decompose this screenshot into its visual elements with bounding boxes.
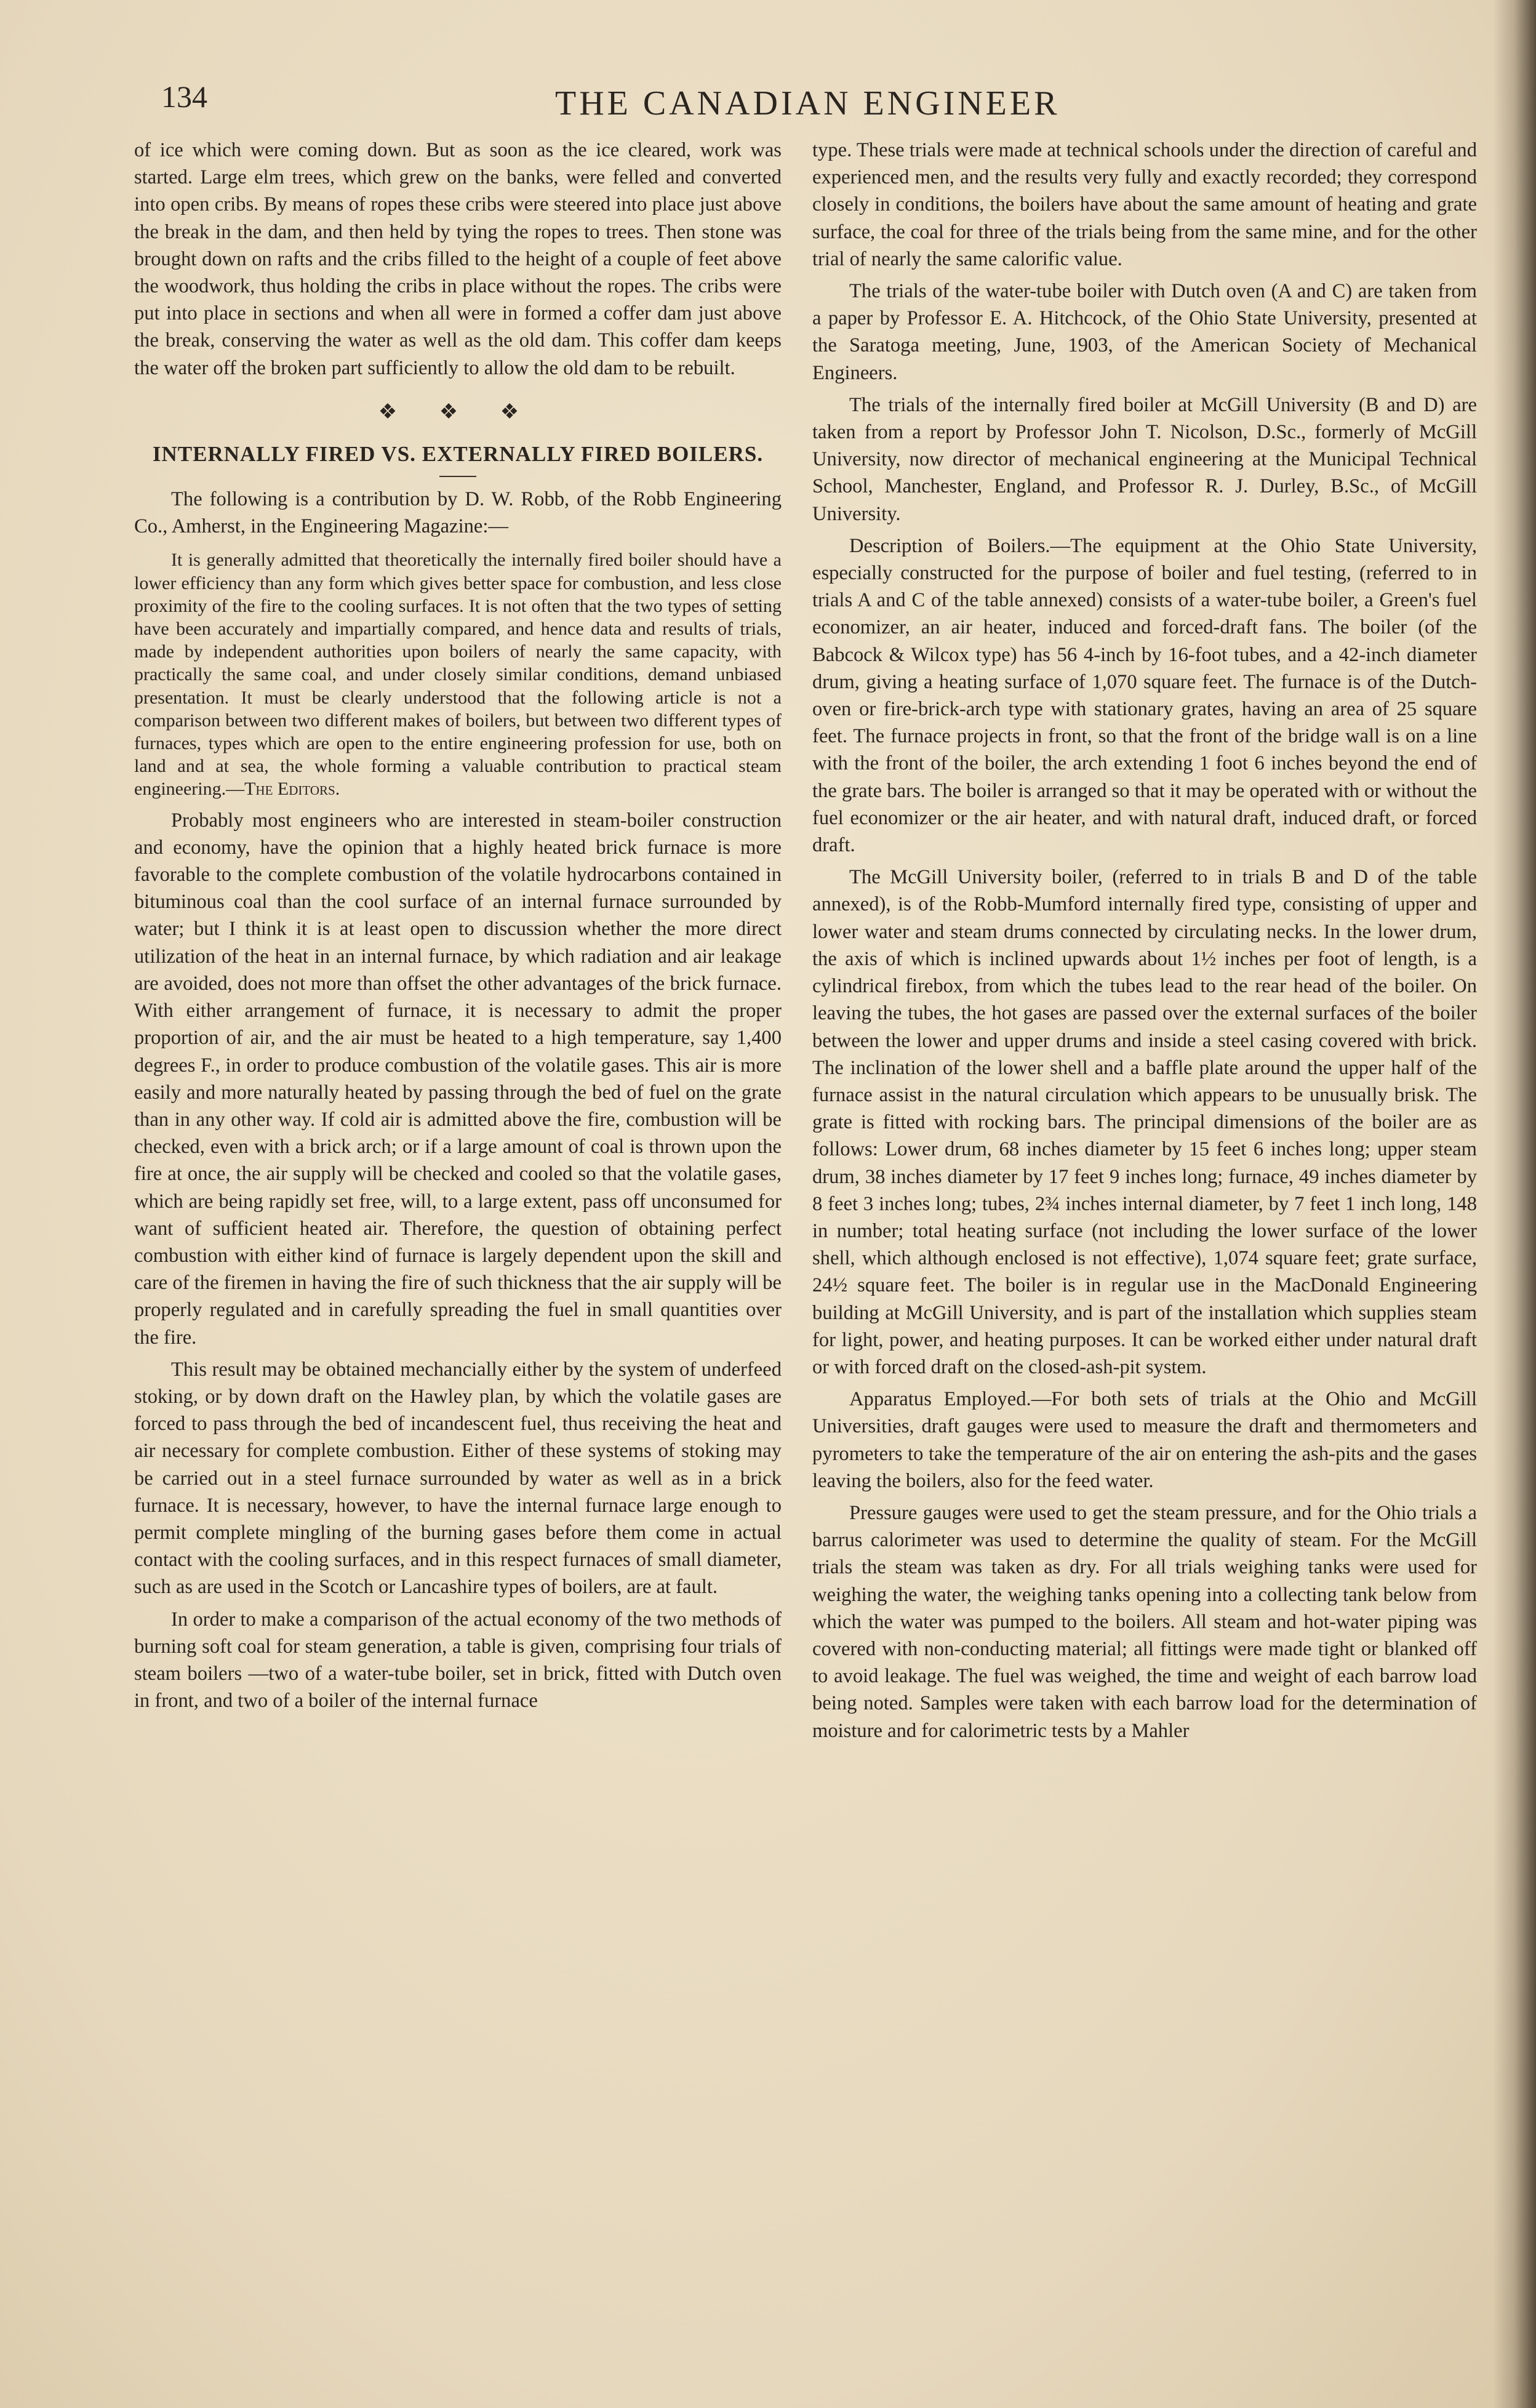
body-paragraph: The McGill University boiler, (referred to in trials B and D of the table annexed), is of the Robb-Mumford internally fired type, consisting of upper and lower water and steam drums connected by circulating necks. In the lower drum, the axis of which is inclined upwards about 1½ inches per foot of length, is a cylindrical firebox, from which the tubes lead to the rear head of the boiler. On leaving the tubes, the hot gases are passed over the external surfaces of the boiler between the lower and upper drums and inside a steel casing covered with brick. The inclination of the lower shell and a baffle plate around the upper half of the furnace assist in the natural circulation which appears to be unusually brisk. The grate is fitted with rocking bars. The principal dimensions of the boiler are as follows: Lower drum, 68 inches diameter by 15 feet 6 inches long; upper steam drum, 38 inches diameter by 17 feet 9 inches long; furnace, 49 inches diameter by 8 feet 3 inches long; tubes, 2¾ inches internal diameter, by 7 feet 1 inch long, 148 in number; total heating surface (not including the lower surface of the lower shell, which although enclosed is not effective), 1,074 square feet; grate surface, 24½ square feet. The boiler is in regular use in the MacDonald Engineering building at McGill University, and is part of the installation which supplies steam for light, power, and heating purposes. It can be worked either under natural draft or with forced draft on the closed-ash-pit system. — [812, 866, 1477, 1378]
editorial-note-text: It is generally admitted that theoretically the internally fired boiler should have a lower efficiency than any form which gives better space for combustion, and less close proximity of the fire to the cooling surfaces. It is not often that the two types of setting have been accurately and impartially compared, and hence data and results of trials, made by independent authorities upon boilers of nearly the same capacity, with practically the same coal, and under closely similar conditions, demand unbiased presentation. It must be clearly understood that the following article is not a comparison between two different makes of boilers, but between two different types of furnaces, types which are open to the entire engineering profession for use, both on land and at sea, the whole forming a valuable contribution to practical steam engineering.— — [134, 550, 782, 800]
body-paragraph: The trials of the water-tube boiler with Dutch oven (A and C) are taken from a paper by Professor E. A. Hitchcock, of the Ohio State University, presented at the Saratoga meeting, June, 1903, of the American Society of Mechanical Engineers. — [812, 280, 1477, 384]
editorial-signature: The Editors. — [244, 779, 340, 800]
body-paragraph: Description of Boilers.—The equipment at the Ohio State University, especially constructed for the purpose of boiler and fuel testing, (referred to in trials A and C of the table annexed) consists of a water-tube boiler, a Green's fuel economizer, an air heater, induced and forced-draft fans. The boiler (of the Babcock & Wilcox type) has 56 4-inch by 16-foot tubes, and a 42-inch diameter drum, giving a heating surface of 1,070 square feet. The furnace is of the Dutch-oven or fire-brick-arch type with stationary grates, having an area of 25 square feet. The furnace projects in front, so that the front of the bridge wall is on a line with the front of the boiler, the arch extending 1 foot 6 inches beyond the end of the grate bars. The boiler is arranged so that it may be operated with or without the fuel economizer or the air heater, and with natural draft, induced draft, or forced draft. — [812, 534, 1477, 857]
title-rule — [439, 476, 476, 477]
binding-shadow — [1493, 0, 1536, 2408]
body-paragraph: Apparatus Employed.—For both sets of trials at the Ohio and McGill Universities, draft gauges were used to measure the draft and thermometers and pyrometers to take the temperature of the air on entering the ash-pits and the gases leaving the boilers, also for the feed water. — [812, 1388, 1477, 1492]
continued-paragraph: of ice which were coming down. But as soon as the ice cleared, work was started. Large elm trees, which grew on the banks, were felled and converted into open cribs. By means of ropes these cribs were steered into place just above the break in the dam, and then held by tying the ropes to trees. Then stone was brought down on rafts and the cribs filled to the height of a couple of feet above the woodwork, thus holding the cribs in place without the ropes. The cribs were put into place in sections and when all were in formed a coffer dam just above the break, conserving the water as well as the old dam. This coffer dam keeps the water off the broken part sufficiently to allow the old dam to be rebuilt. — [134, 139, 782, 379]
body-paragraph: type. These trials were made at technical schools under the direction of careful and experienced men, and the results very fully and exactly recorded; they correspond closely in conditions, the boilers have about the same amount of heating and grate surface, the coal for three of the trials being from the same mine, and for the other trial of nearly the same calorific value. — [812, 139, 1477, 270]
intro-paragraph: The following is a contribution by D. W. Robb, of the Robb Engineering Co., Amherst, in the Engineering Magazine:— — [134, 488, 782, 538]
section-separator: ❖ ❖ ❖ — [378, 400, 538, 423]
editorial-note — [134, 548, 782, 800]
body-paragraph: In order to make a comparison of the actual economy of the two methods of burning soft coal for steam generation, a table is given, comprising four trials of steam boilers —two of a water-tube boiler, set in brick, fitted with Dutch oven in front, and two of a boiler of the internal furnace — [134, 1608, 782, 1712]
left-column — [134, 137, 782, 1719]
journal-title: THE CANADIAN ENGINEER — [555, 84, 1060, 122]
body-paragraph: The trials of the internally fired boiler at McGill University (B and D) are taken from a report by Professor John T. Nicolson, D.Sc., formerly of McGill University, now director of mechanical engineering at the Municipal Technical School, Manchester, England, and Professor R. J. Durley, B.Sc., of McGill University. — [812, 393, 1477, 525]
page-number: 134 — [161, 79, 207, 114]
body-paragraph: Probably most engineers who are interested in steam-boiler construction and economy, have the opinion that a highly heated brick furnace is more favorable to the complete combustion of the volatile hydrocarbons contained in bituminous coal than the cool surface of an internal furnace surrounded by water; but I think it is at least open to discussion whether the more direct utilization of the heat in an internal furnace, by which radiation and air leakage are avoided, does not more than offset the other advantages of the brick furnace. With either arrangement of furnace, it is necessary to admit the proper proportion of air, and the air must be heated to a high temperature, say 1,400 degrees F., in order to produce combustion of the volatile gases. This air is more easily and more naturally heated by passing through the bed of fuel on the grate than in any other way. If cold air is admitted above the fire, combustion will be checked, even with a brick arch; or if a large amount of coal is thrown upon the fire at once, the air supply will be checked and cooled so that the volatile gases, which are being rapidly set free, will, to a large extent, pass off unconsumed for want of sufficient heated air. Therefore, the question of obtaining perfect combustion with either kind of furnace is largely dependent upon the skill and care of the firemen in having the fire of such thickness that the air supply will be properly regulated and in carefully spreading the fuel in small quantities over the fire. — [134, 809, 782, 1349]
body-paragraph: Pressure gauges were used to get the steam pressure, and for the Ohio trials a barrus calorimeter was used to determine the quality of steam. For the McGill trials the steam was taken as dry. For all trials weighing tanks were used for weighing the water, the weighing tanks opening into a collecting tank below from which the water was pumped to the boilers. All steam and hot-water piping was covered with non-conducting material; all fittings were made tight or blanked off to avoid leakage. The fuel was weighed, the time and weight of each barrow load being noted. Samples were taken with each barrow load for the determination of moisture and for calorimetric tests by a Mahler — [812, 1501, 1477, 1742]
page-header — [161, 73, 1060, 128]
article-title: INTERNALLY FIRED VS. EXTERNALLY FIRED BOILERS. — [152, 442, 764, 467]
right-column — [812, 137, 1477, 1749]
body-paragraph: This result may be obtained mechancially either by the system of underfeed stoking, or by down draft on the Hawley plan, by which the volatile gases are forced to pass through the bed of incandescent fuel, thus receiving the heat and air necessary for complete combustion. Either of these systems of stoking may be carried out in a steel furnace surrounded by water as well as in a brick furnace. It is necessary, however, to have the internal furnace large enough to permit complete mingling of the burning gases before them come in actual contact with the cooling surfaces, and in this respect furnaces of small diameter, such as are used in the Scotch or Lancashire types of boilers, are at fault. — [134, 1358, 782, 1599]
